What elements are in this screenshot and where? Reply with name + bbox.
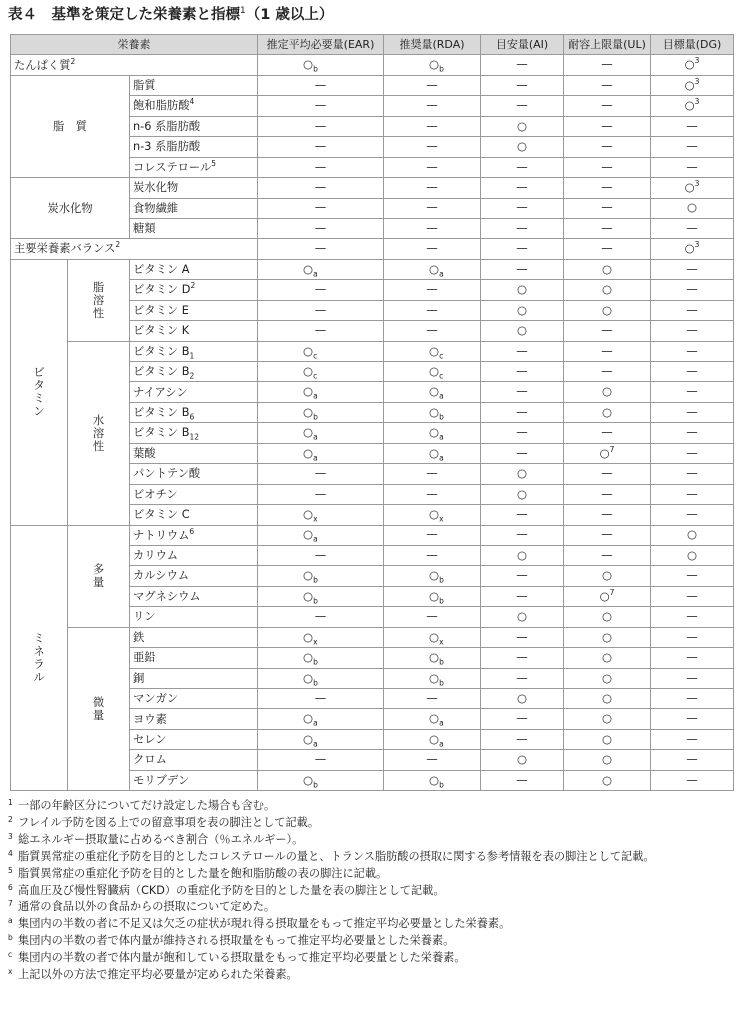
value-ear: — <box>258 484 384 504</box>
group-mineral: ミネラル <box>11 525 68 791</box>
value-ear: — <box>258 750 384 770</box>
value-ai: — <box>481 443 564 463</box>
footnote-mark: 6 <box>8 882 13 892</box>
value-ul: ○ <box>564 402 651 422</box>
value-dg: — <box>651 137 734 157</box>
value-ul: — <box>564 157 651 177</box>
value-dg: ○$^3$ <box>651 75 734 95</box>
nutrient-name: 亜鉛 <box>130 648 258 668</box>
group-lipid: 脂 質 <box>11 75 130 177</box>
value-rda: — <box>384 525 481 545</box>
footnote <box>8 849 738 866</box>
value-ul: — <box>564 464 651 484</box>
value-ear: $○_b$ <box>258 402 384 422</box>
nutrient-name: ビタミン E <box>130 300 258 320</box>
header-rda: 推奨量(RDA) <box>384 35 481 55</box>
subgroup-macro: 多量 <box>68 525 130 627</box>
footnote <box>8 950 738 967</box>
footnote-mark: b <box>8 933 13 943</box>
footnote-text: フレイル予防を図る上での留意事項を表の脚注として記載。 <box>18 815 320 829</box>
value-rda: — <box>384 689 481 709</box>
value-ear: $○_a$ <box>258 443 384 463</box>
value-ear: $○_x$ <box>258 505 384 525</box>
value-ul: ○ <box>564 259 651 279</box>
value-dg: — <box>651 505 734 525</box>
value-ai: — <box>481 770 564 790</box>
header-row <box>11 35 734 55</box>
value-ai: — <box>481 505 564 525</box>
value-dg: — <box>651 402 734 422</box>
value-dg: — <box>651 770 734 790</box>
value-rda: $○_a$ <box>384 709 481 729</box>
value-ul: — <box>564 341 651 361</box>
value-ul: ○ <box>564 770 651 790</box>
table-row <box>11 525 734 545</box>
value-ul: — <box>564 218 651 238</box>
value-ai: — <box>481 729 564 749</box>
value-ai: — <box>481 96 564 116</box>
value-ai: — <box>481 239 564 259</box>
footnote <box>8 916 738 933</box>
value-ear: — <box>258 116 384 136</box>
nutrient-table <box>10 34 734 791</box>
subgroup-trace: 微量 <box>68 627 130 791</box>
value-ul: — <box>564 198 651 218</box>
value-rda: — <box>384 75 481 95</box>
value-rda: — <box>384 321 481 341</box>
header-ai: 目安量(AI) <box>481 35 564 55</box>
value-rda: $○_b$ <box>384 586 481 606</box>
value-ai: ○ <box>481 545 564 565</box>
value-ul: ○ <box>564 607 651 627</box>
value-ear: — <box>258 239 384 259</box>
value-rda: $○_b$ <box>384 566 481 586</box>
value-ai: — <box>481 382 564 402</box>
nutrient-name: たんぱく質$^2$ <box>11 55 258 75</box>
footnotes <box>8 798 738 984</box>
header-dg: 目標量(DG) <box>651 35 734 55</box>
value-ai: ○ <box>481 750 564 770</box>
nutrient-name: 食物繊維 <box>130 198 258 218</box>
nutrient-name: ビタミン $D^2$ <box>130 280 258 300</box>
value-ai: — <box>481 341 564 361</box>
value-dg: — <box>651 709 734 729</box>
value-dg: — <box>651 280 734 300</box>
value-ear: $○_c$ <box>258 362 384 382</box>
value-rda: — <box>384 464 481 484</box>
footnote-mark: 5 <box>8 865 13 875</box>
value-ai: — <box>481 75 564 95</box>
value-ul: ○ <box>564 382 651 402</box>
nutrient-name: ビタミン $B_6$ <box>130 402 258 422</box>
nutrient-name: n-6 系脂肪酸 <box>130 116 258 136</box>
value-dg: — <box>651 116 734 136</box>
value-ul: — <box>564 137 651 157</box>
footnote-mark: a <box>8 916 13 926</box>
footnote <box>8 815 738 832</box>
value-dg: — <box>651 321 734 341</box>
value-dg: ○$^3$ <box>651 178 734 198</box>
footnote <box>8 832 738 849</box>
value-dg: — <box>651 566 734 586</box>
value-ear: — <box>258 607 384 627</box>
value-rda: $○_c$ <box>384 362 481 382</box>
value-ai: — <box>481 586 564 606</box>
value-ai: ○ <box>481 137 564 157</box>
value-rda: $○_a$ <box>384 259 481 279</box>
nutrient-name: ビタミン $B_2$ <box>130 362 258 382</box>
value-dg: — <box>651 484 734 504</box>
value-ear: $○_b$ <box>258 586 384 606</box>
nutrient-name: ビタミン C <box>130 505 258 525</box>
group-vitamin: ビタミン <box>11 259 68 525</box>
value-ul: ○ <box>564 627 651 647</box>
footnote <box>8 866 738 883</box>
footnote-text: 脂質異常症の重症化予防を目的とした量を飽和脂肪酸の表の脚注に記載。 <box>18 866 388 880</box>
value-dg: ○$^3$ <box>651 96 734 116</box>
value-rda: — <box>384 116 481 136</box>
value-rda: — <box>384 239 481 259</box>
footnote <box>8 967 738 984</box>
footnote-text: 脂質異常症の重症化予防を目的としたコレステロールの量と、トランス脂肪酸の摂取に関する参考情報を表の脚注として記載。 <box>18 849 655 863</box>
footnote-text: 総エネルギー摂取量に占めるべき割合（％エネルギー）。 <box>18 832 304 846</box>
nutrient-name: 鉄 <box>130 627 258 647</box>
table-row <box>11 55 734 75</box>
subgroup-fat-soluble: 脂溶性 <box>68 259 130 341</box>
nutrient-name: n-3 系脂肪酸 <box>130 137 258 157</box>
value-ai: ○ <box>481 689 564 709</box>
value-ai: — <box>481 709 564 729</box>
group-carb: 炭水化物 <box>11 178 130 239</box>
value-ul: ○ <box>564 668 651 688</box>
value-rda: $○_x$ <box>384 505 481 525</box>
value-dg: — <box>651 607 734 627</box>
value-ear: $○_b$ <box>258 770 384 790</box>
footnote-text: 一部の年齢区分についてだけ設定した場合も含む。 <box>18 799 276 812</box>
nutrient-name: クロム <box>130 750 258 770</box>
nutrient-name: ナイアシン <box>130 382 258 402</box>
value-ai: ○ <box>481 116 564 136</box>
table-row <box>11 341 734 361</box>
footnote-text: 通常の食品以外の食品からの摂取について定めた。 <box>18 900 276 914</box>
value-ear: $○_a$ <box>258 423 384 443</box>
value-ear: $○_a$ <box>258 525 384 545</box>
value-ul: — <box>564 321 651 341</box>
header-ear: 推定平均必要量(EAR) <box>258 35 384 55</box>
value-dg: ○ <box>651 198 734 218</box>
footnote-mark: 7 <box>8 899 13 909</box>
value-rda: $○_b$ <box>384 55 481 75</box>
value-ai: — <box>481 157 564 177</box>
value-ear: — <box>258 96 384 116</box>
value-rda: — <box>384 545 481 565</box>
value-rda: — <box>384 96 481 116</box>
value-ai: — <box>481 566 564 586</box>
value-ai: ○ <box>481 484 564 504</box>
value-ul: — <box>564 505 651 525</box>
value-ear: $○_a$ <box>258 729 384 749</box>
value-ai: — <box>481 218 564 238</box>
footnote-mark: 3 <box>8 831 13 841</box>
value-rda: $○_a$ <box>384 729 481 749</box>
value-ai: ○ <box>481 300 564 320</box>
value-ul: ○ <box>564 300 651 320</box>
value-dg: — <box>651 341 734 361</box>
value-ear: — <box>258 300 384 320</box>
value-dg: — <box>651 586 734 606</box>
value-ear: $○_a$ <box>258 259 384 279</box>
nutrient-name: ヨウ素 <box>130 709 258 729</box>
value-rda: — <box>384 218 481 238</box>
footnote <box>8 899 738 916</box>
value-rda: $○_b$ <box>384 402 481 422</box>
value-ear: $○_b$ <box>258 566 384 586</box>
footnote-mark: 1 <box>8 798 13 807</box>
footnote <box>8 883 738 900</box>
value-ul: ○ <box>564 709 651 729</box>
value-ul: — <box>564 55 651 75</box>
value-ai: — <box>481 668 564 688</box>
value-rda: $○_b$ <box>384 770 481 790</box>
value-ai: ○ <box>481 464 564 484</box>
nutrient-name: コレステロール$^5$ <box>130 157 258 177</box>
nutrient-name: 主要栄養素バランス$^2$ <box>11 239 258 259</box>
footnote-mark: 4 <box>8 848 13 858</box>
value-ear: — <box>258 198 384 218</box>
value-ear: — <box>258 321 384 341</box>
value-dg: — <box>651 648 734 668</box>
table-title: 表４ 基準を策定した栄養素と指標$^1$（1 歳以上） <box>8 6 334 23</box>
nutrient-name: 飽和脂肪酸$^4$ <box>130 96 258 116</box>
value-rda: $○_x$ <box>384 627 481 647</box>
value-dg: — <box>651 627 734 647</box>
value-ul: ○ <box>564 750 651 770</box>
value-rda: — <box>384 750 481 770</box>
nutrient-name: 葉酸 <box>130 443 258 463</box>
value-ai: — <box>481 198 564 218</box>
value-ul: ○ <box>564 566 651 586</box>
value-ul: ○ <box>564 648 651 668</box>
nutrient-name: セレン <box>130 729 258 749</box>
value-ear: — <box>258 280 384 300</box>
value-ai: — <box>481 362 564 382</box>
value-ear: — <box>258 137 384 157</box>
value-dg: — <box>651 729 734 749</box>
value-rda: — <box>384 137 481 157</box>
value-ul: — <box>564 545 651 565</box>
value-dg: ○$^3$ <box>651 55 734 75</box>
footnote-text: 高血圧及び慢性腎臓病（CKD）の重症化予防を目的とした量を表の脚注として記載。 <box>18 883 445 897</box>
value-dg: — <box>651 362 734 382</box>
nutrient-name: 銅 <box>130 668 258 688</box>
value-rda: — <box>384 198 481 218</box>
table-row <box>11 178 734 198</box>
header-nutrient: 栄養素 <box>11 35 258 55</box>
value-dg: — <box>651 157 734 177</box>
value-ear: $○_a$ <box>258 382 384 402</box>
value-ai: — <box>481 402 564 422</box>
value-ai: — <box>481 648 564 668</box>
table-row <box>11 75 734 95</box>
value-ul: — <box>564 423 651 443</box>
subgroup-water-soluble: 水溶性 <box>68 341 130 525</box>
value-dg: — <box>651 443 734 463</box>
value-rda: — <box>384 157 481 177</box>
value-ear: — <box>258 689 384 709</box>
value-ai: — <box>481 178 564 198</box>
value-ul: — <box>564 484 651 504</box>
header-ul: 耐容上限量(UL) <box>564 35 651 55</box>
nutrient-name: ビタミン $B_{12}$ <box>130 423 258 443</box>
value-rda: — <box>384 178 481 198</box>
value-ul: ○$^7$ <box>564 586 651 606</box>
value-rda: $○_c$ <box>384 341 481 361</box>
value-ear: $○_b$ <box>258 668 384 688</box>
nutrient-name: 脂質 <box>130 75 258 95</box>
value-dg: ○ <box>651 545 734 565</box>
nutrient-name: ビタミン K <box>130 321 258 341</box>
value-ai: ○ <box>481 321 564 341</box>
value-rda: — <box>384 484 481 504</box>
nutrient-name: カリウム <box>130 545 258 565</box>
value-ai: ○ <box>481 280 564 300</box>
value-ul: — <box>564 362 651 382</box>
value-ul: — <box>564 116 651 136</box>
nutrient-name: カルシウム <box>130 566 258 586</box>
footnote-text: 集団内の半数の者で体内量が飽和している摂取量をもって推定平均必要量とした栄養素。 <box>18 951 466 965</box>
nutrient-name: モリブデン <box>130 770 258 790</box>
footnote-mark: c <box>8 950 13 960</box>
nutrient-name: ビタミン $B_1$ <box>130 341 258 361</box>
value-dg: — <box>651 423 734 443</box>
nutrient-name: マグネシウム <box>130 586 258 606</box>
value-ear: — <box>258 545 384 565</box>
value-ear: $○_x$ <box>258 627 384 647</box>
value-ul: — <box>564 75 651 95</box>
value-ear: — <box>258 178 384 198</box>
footnote-text: 集団内の半数の者で体内量が維持される摂取量をもって推定平均必要量とした栄養素。 <box>18 934 455 948</box>
value-dg: — <box>651 464 734 484</box>
table-row <box>11 259 734 279</box>
nutrient-name: ナトリウム$^6$ <box>130 525 258 545</box>
value-ai: ○ <box>481 607 564 627</box>
value-ul: — <box>564 178 651 198</box>
nutrient-name: 糖類 <box>130 218 258 238</box>
nutrient-name: パントテン酸 <box>130 464 258 484</box>
table-row <box>11 239 734 259</box>
nutrient-name: マンガン <box>130 689 258 709</box>
value-ul: — <box>564 525 651 545</box>
value-dg: — <box>651 689 734 709</box>
value-dg: — <box>651 750 734 770</box>
value-rda: $○_a$ <box>384 382 481 402</box>
value-ear: — <box>258 75 384 95</box>
value-rda: — <box>384 280 481 300</box>
value-ul: ○$^7$ <box>564 443 651 463</box>
value-ul: — <box>564 239 651 259</box>
value-ear: $○_a$ <box>258 709 384 729</box>
value-ul: ○ <box>564 689 651 709</box>
nutrient-name: ビオチン <box>130 484 258 504</box>
value-ul: ○ <box>564 729 651 749</box>
value-dg: — <box>651 382 734 402</box>
footnote-text: 上記以外の方法で推定平均必要量が定められた栄養素。 <box>18 968 298 982</box>
footnote-text: 集団内の半数の者に不足又は欠乏の症状が現れ得る摂取量をもって推定平均必要量とした栄養素。 <box>18 917 511 931</box>
value-ear: — <box>258 157 384 177</box>
value-dg: — <box>651 218 734 238</box>
value-rda: $○_a$ <box>384 423 481 443</box>
value-ai: — <box>481 259 564 279</box>
value-ul: — <box>564 96 651 116</box>
nutrient-name: リン <box>130 607 258 627</box>
value-rda: $○_b$ <box>384 668 481 688</box>
value-ul: ○ <box>564 280 651 300</box>
value-dg: — <box>651 259 734 279</box>
value-rda: — <box>384 300 481 320</box>
footnote-mark: 2 <box>8 814 13 824</box>
value-dg: — <box>651 300 734 320</box>
value-ai: — <box>481 55 564 75</box>
value-ear: — <box>258 218 384 238</box>
value-ai: — <box>481 525 564 545</box>
value-dg: ○$^3$ <box>651 239 734 259</box>
value-rda: — <box>384 607 481 627</box>
value-dg: ○ <box>651 525 734 545</box>
value-ai: — <box>481 627 564 647</box>
value-ear: $○_c$ <box>258 341 384 361</box>
value-ear: — <box>258 464 384 484</box>
nutrient-name: ビタミン A <box>130 259 258 279</box>
footnote-mark: x <box>8 967 13 977</box>
footnote <box>8 933 738 950</box>
value-ear: $○_b$ <box>258 55 384 75</box>
footnote <box>8 798 738 815</box>
value-rda: $○_a$ <box>384 443 481 463</box>
table-row <box>11 627 734 647</box>
value-ear: $○_b$ <box>258 648 384 668</box>
value-dg: — <box>651 668 734 688</box>
value-rda: $○_b$ <box>384 648 481 668</box>
nutrient-name: 炭水化物 <box>130 178 258 198</box>
value-ai: — <box>481 423 564 443</box>
